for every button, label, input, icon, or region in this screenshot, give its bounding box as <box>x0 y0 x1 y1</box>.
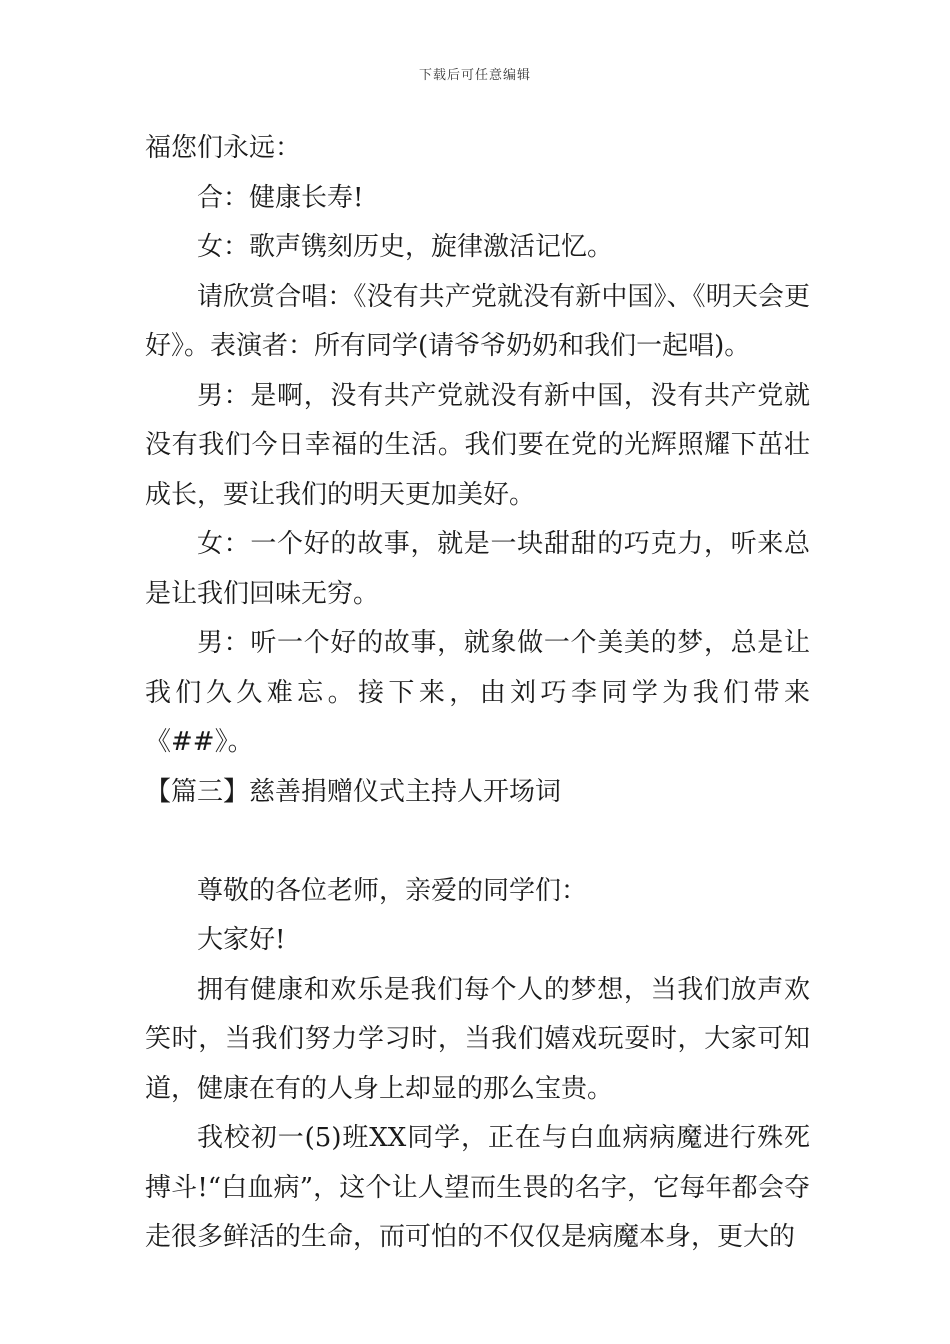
paragraph: 男：听一个好的故事，就象做一个美美的梦，总是让我们久久难忘。接下来，由刘巧李同学为我们带来《##》。 <box>145 628 810 757</box>
paragraph-greeting: 大家好! <box>197 925 286 955</box>
paragraph: 女：一个好的故事，就是一块甜甜的巧克力，听来总是让我们回味无穷。 <box>145 529 810 609</box>
blank-line <box>145 817 810 867</box>
page-header: 下载后可任意编辑 <box>418 68 531 83</box>
paragraph: 男：是啊，没有共产党就没有新中国，没有共产党就没有我们今日幸福的生活。我们要在党的光辉照耀下茁壮成长，要让我们的明天更加美好。 <box>145 380 810 510</box>
paragraph: 拥有健康和欢乐是我们每个人的梦想，当我们放声欢笑时，当我们努力学习时，当我们嬉戏玩耍时，大家可知道，健康在有的人身上却显的那么宝贵。 <box>145 974 810 1104</box>
paragraph: 我校初一(5)班XX同学，正在与白血病病魔进行殊死搏斗!“白血病”，这个让人望而生畏的名字，它每年都会夺走很多鲜活的生命，而可怕的不仅仅是病魔本身，更大的 <box>145 1123 810 1252</box>
paragraph-continuation: 福您们永远： <box>145 133 302 163</box>
paragraph: 合：健康长寿! <box>197 182 364 213</box>
paragraph: 女：歌声镌刻历史，旋律激活记忆。 <box>197 232 614 262</box>
paragraph-salutation: 尊敬的各位老师，亲爱的同学们： <box>197 875 588 906</box>
paragraph: 请欣赏合唱：《没有共产党就没有新中国》、《明天会更好》。表演者：所有同学(请爷爷奶奶和我们一起唱)。 <box>145 281 810 361</box>
section-title: 【篇三】慈善捐赠仪式主持人开场词 <box>145 776 562 807</box>
document-body <box>145 124 810 1263</box>
